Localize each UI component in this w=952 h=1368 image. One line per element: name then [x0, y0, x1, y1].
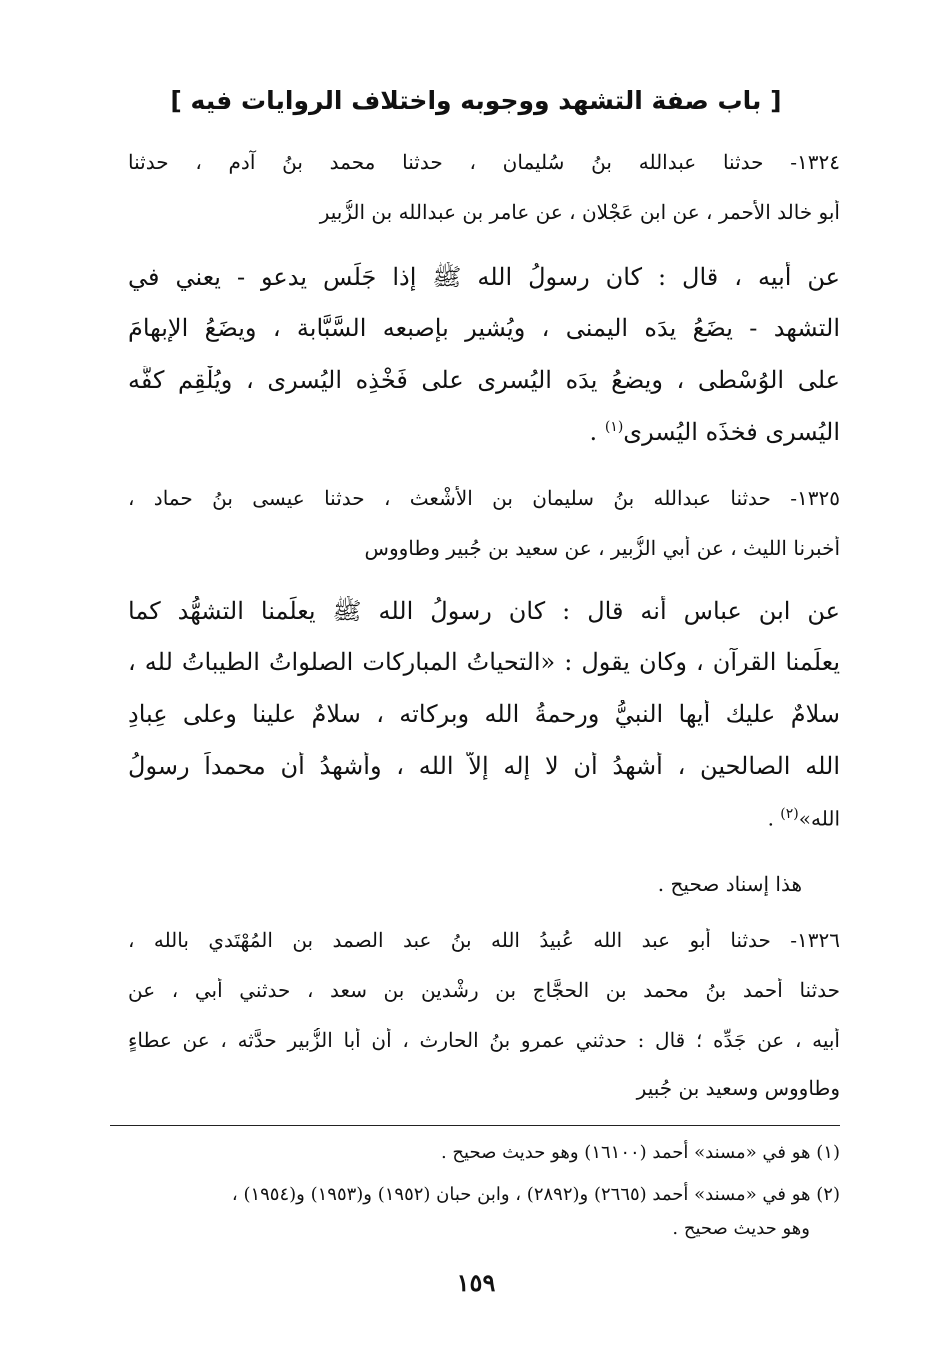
sentence-end: .	[589, 418, 605, 446]
sentence-end: .	[767, 806, 781, 831]
hadith-1324-isnad-line: ١٣٢٤- حدثنا عبدالله بنُ سُليمان ، حدثنا محمد بنُ آدم ، حدثنا	[128, 150, 840, 174]
matn-text: اليُسرى فخذَه اليُسرى	[623, 418, 840, 446]
hadith-1325-isnad-line: ١٣٢٥- حدثنا عبدالله بنُ سليمان بن الأشْعث ، حدثنا عيسى بنُ حماد ،	[128, 486, 840, 510]
hadith-1326-isnad-line: حدثنا أحمد بنُ محمد بن الحجَّاج بن رِشْدين بن سعد ، حدثني أبي ، عن	[128, 978, 840, 1002]
footnote: (١) هو في «مسند» أحمد (١٦١٠٠) وهو حديث صحيح .	[440, 1142, 840, 1163]
hadith-1325-isnad-line: أخبرنا الليث ، عن أبي الزُّبير ، عن سعيد بن جُبير وطاووس	[364, 536, 840, 560]
hadith-1325-matn-line: الله الصالحين ، أشهدُ أن لا إله إلاّ الله ، وأشهدُ أن محمداً رسولُ	[128, 752, 840, 780]
hadith-1324-matn-line: التشهد - يضَعُ يدَه اليمنى ، ويُشير بإصبعه السَّبَّابة ، ويضَعُ الإبهامَ	[128, 314, 840, 342]
hadith-1324-matn-line: على الوُسْطى ، ويضعُ يدَه اليُسرى على فَخْذِه اليُسرى ، ويُلْقِم كفَّه	[128, 366, 840, 394]
footnote-continuation: وهو حديث صحيح .	[672, 1218, 810, 1239]
grading-note: هذا إسناد صحيح .	[657, 872, 802, 896]
hadith-1325-matn-line: سلامٌ عليك أيها النبيُّ ورحمةُ الله وبركاته ، سلامٌ علينا وعلى عِبادِ	[128, 700, 840, 728]
hadith-1324-isnad-line: أبو خالد الأحمر ، عن ابن عَجْلان ، عن عامرِ بن عبدالله بن الزُّبير	[319, 200, 840, 224]
page-number: ١٥٩	[456, 1268, 496, 1297]
hadith-1326-isnad-line: أبيه ، عن جَدِّه ؛ قال : حدثني عمرو بنُ الحارث ، أن أبا الزُّبير حدَّثه ، عن عطاءٍ	[128, 1028, 840, 1052]
hadith-1325-matn-line: يعلِّمنا القرآن ، وكان يقول : «التحياتُ المباركات الصلواتُ الطيباتُ لله ،	[128, 648, 840, 676]
hadith-1325-matn-line: عن ابن عباس أنه قال : كان رسولُ الله ﷺ يعلِّمنا التشهُّد كما	[128, 597, 840, 625]
hadith-1324-matn-last-line	[128, 418, 840, 446]
footnote-ref: (٢)	[780, 806, 799, 822]
footnote-separator	[110, 1125, 840, 1126]
hadith-1326-isnad-line: ١٣٢٦- حدثنا أبو عبد الله عُبيدُ الله بنُ عبد الصمد بن المُهْتَدي بالله ،	[128, 928, 840, 952]
hadith-1325-matn-last-line	[128, 806, 840, 831]
footnote: (٢) هو في «مسند» أحمد (٢٦٦٥) و(٢٨٩٢) ، وابن حبان (١٩٥٢) و(١٩٥٣) و(١٩٥٤) ،	[231, 1184, 840, 1205]
matn-text: الله»	[798, 806, 840, 831]
hadith-1324-matn-line: عن أبيه ، قال : كان رسولُ الله ﷺ إذا جَلَس يدعو - يعني في	[128, 263, 840, 291]
chapter-title: [ باب صفة التشهد ووجوبه واختلاف الروايات فيه ]	[170, 86, 782, 115]
hadith-1326-isnad-line: وطاووس وسعيد بن جُبير	[636, 1076, 840, 1100]
footnote-ref: (١)	[604, 419, 624, 435]
